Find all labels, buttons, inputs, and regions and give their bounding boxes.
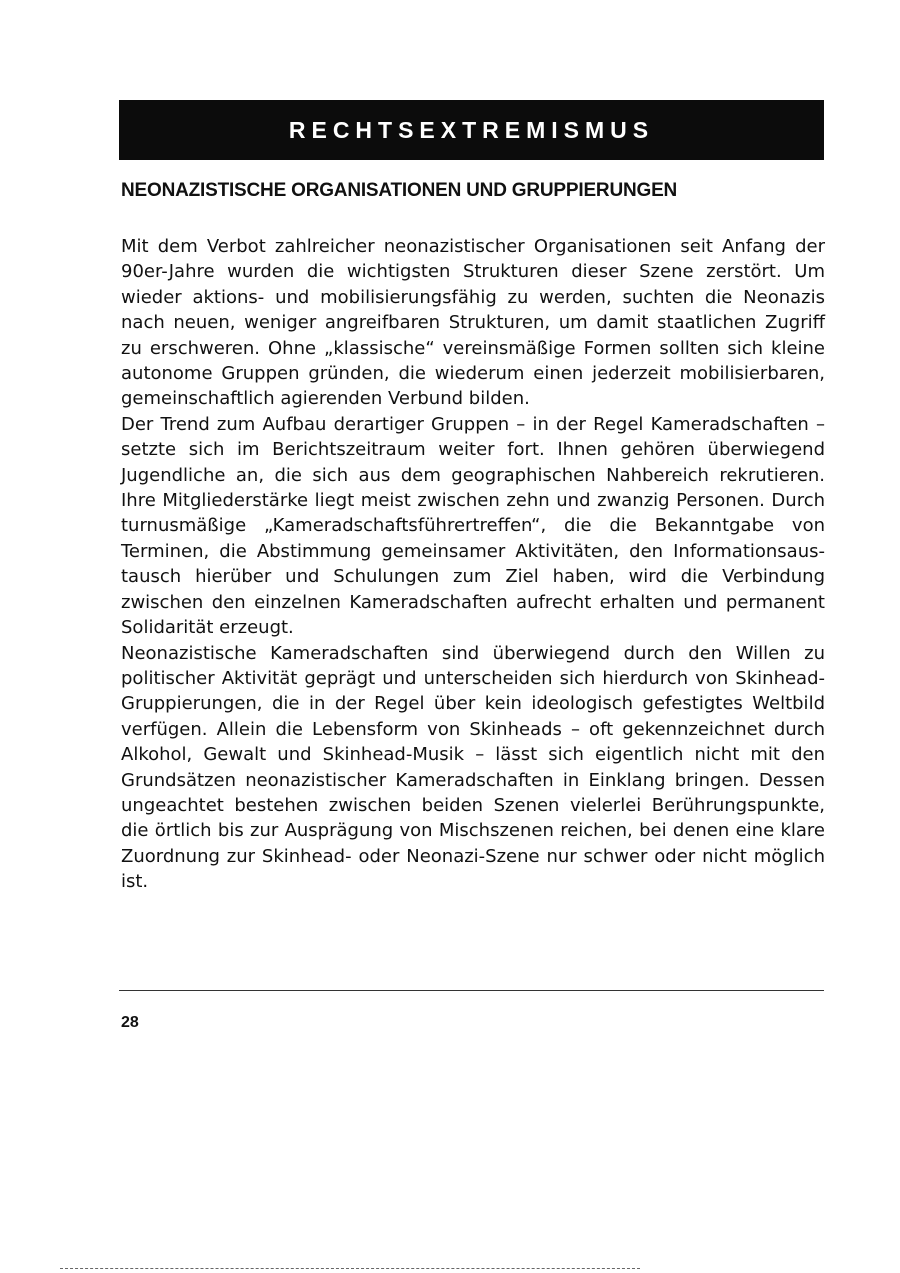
paragraph: Der Trend zum Aufbau derartiger Gruppen – in der Regel Kameradschaften – setzte sich im Berichtszeitraum weiter fort. Ihnen gehören überwiegend Jugendliche an, die sich aus dem geographischen Nahbereich rekrutieren. Ihre Mitgliederstärke liegt meist zwischen zehn und zwanzig Personen. Durch turnusmäßige „Kameradschaftsführertreffen“, die die Bekanntgabe von Terminen, die Abstimmung gemeinsamer Aktivitäten, den Informationsaustausch hierüber und Schulungen zum Ziel haben, wird die Verbindung zwischen den einzelnen Kameradschaften aufrecht erhalten und permanent Solidarität erzeugt.	[121, 413, 825, 639]
body-text	[121, 234, 825, 895]
section-title: NEONAZISTISCHE ORGANISATIONEN UND GRUPPIERUNGEN	[121, 180, 678, 201]
paragraph: Mit dem Verbot zahlreicher neonazistischer Organisationen seit Anfang der 90er-Jahre wurden die wichtigsten Strukturen dieser Szene zerstört. Um wieder aktions- und mobilisierungsfähig zu werden, suchten die Neonazis nach neuen, weniger angreifbaren Strukturen, um damit staatlichen Zugriff zu erschweren. Ohne „klassische“ vereinsmäßige Formen sollten sich kleine autonome Gruppen gründen, die wiederum einen jederzeit mobilisierbaren, gemeinschaftlich agierenden Verbund bilden.	[121, 236, 825, 410]
page-number: 28	[121, 1014, 139, 1031]
scan-edge-line	[60, 1268, 640, 1269]
chapter-banner	[119, 100, 824, 160]
paragraph: Neonazistische Kameradschaften sind überwiegend durch den Willen zu politischer Aktivität geprägt und unterscheiden sich hierdurch von Skinhead-Gruppierungen, die in der Regel über kein ideologisch gefestigtes Weltbild verfügen. Allein die Lebensform von Skinheads – oft gekennzeichnet durch Alkohol, Gewalt und Skinhead-Musik – lässt sich eigentlich nicht mit den Grundsätzen neonazistischer Kameradschaften in Einklang bringen. Dessen ungeachtet bestehen zwischen beiden Szenen vielerlei Berührungspunkte, die örtlich bis zur Ausprägung von Mischszenen reichen, bei denen eine klare Zuordnung zur Skinhead- oder Neonazi-Szene nur schwer oder nicht möglich ist.	[121, 642, 825, 893]
chapter-title: RECHTSEXTREMISMUS	[288, 116, 655, 143]
footer-divider	[119, 990, 824, 991]
